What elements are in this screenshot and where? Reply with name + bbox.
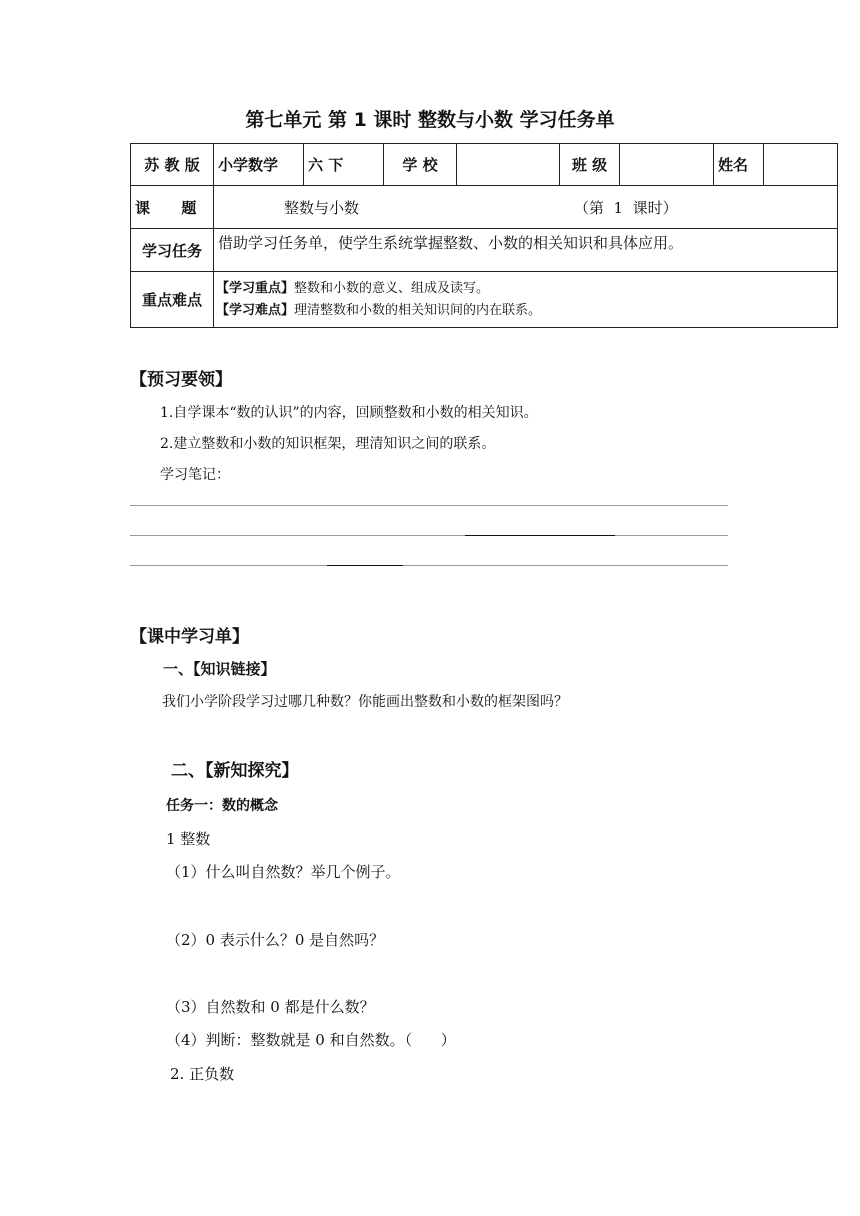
page-title: 第七单元 第 1 课时 整数与小数 学习任务单 <box>245 109 615 131</box>
class-label: 班 级 <box>560 144 620 186</box>
table-row <box>131 272 838 328</box>
preview-item-1: 1.自学课本“数的认识”的内容，回顾整数和小数的相关知识。 <box>160 405 538 421</box>
subject-cell: 小学数学 <box>214 144 304 186</box>
edition-cell: 苏 教 版 <box>131 144 214 186</box>
question-2: （2）0 表示什么？0 是自然吗？ <box>166 931 385 949</box>
key-point-text: 整数和小数的意义、组成及读写。 <box>294 280 490 296</box>
difficulty-text: 理清整数和小数的相关知识间的内在联系。 <box>294 302 542 318</box>
question-1: （1）什么叫自然数？举几个例子。 <box>166 863 401 881</box>
knowledge-link-heading: 一、【知识链接】 <box>163 660 276 678</box>
underline-segment <box>465 535 615 536</box>
preview-heading: 【预习要领】 <box>130 370 232 390</box>
question-4: （4）判断：整数就是 0 和自然数。（ ） <box>166 1031 456 1049</box>
difficulty-tag: 【学习难点】 <box>216 302 295 318</box>
task-value: 借助学习任务单，使学生系统掌握整数、小数的相关知识和具体应用。 <box>214 229 838 272</box>
question-3: （3）自然数和 0 都是什么数？ <box>166 998 375 1016</box>
key-cell <box>214 272 838 328</box>
note-line[interactable] <box>130 535 728 536</box>
note-line[interactable] <box>130 505 728 506</box>
new-knowledge-heading: 二、【新知探究】 <box>171 761 299 781</box>
name-field[interactable] <box>764 144 838 186</box>
key-point-tag: 【学习重点】 <box>216 280 295 296</box>
knowledge-link-question: 我们小学阶段学习过哪几种数？你能画出整数和小数的框架图吗？ <box>162 694 568 710</box>
preview-item-2: 2.建立整数和小数的知识框架，理清知识之间的联系。 <box>160 436 496 452</box>
topic-period: （第 1 课时） <box>574 198 678 217</box>
table-row <box>131 229 838 272</box>
topic-cell <box>214 186 838 229</box>
grade-cell: 六 下 <box>304 144 384 186</box>
topic-label: 课 题 <box>131 186 214 229</box>
task1-heading: 任务一：数的概念 <box>166 798 278 814</box>
class-sheet-heading: 【课中学习单】 <box>130 627 249 647</box>
name-label: 姓名 <box>714 144 764 186</box>
table-row <box>131 186 838 229</box>
task-label: 学习任务 <box>131 229 214 272</box>
info-table <box>130 143 838 328</box>
subsection-integer: 1 整数 <box>166 830 211 848</box>
subsection-positive-negative: 2. 正负数 <box>170 1065 235 1083</box>
school-label: 学 校 <box>384 144 457 186</box>
topic-value: 整数与小数 <box>284 198 360 217</box>
note-line[interactable] <box>130 565 728 566</box>
underline-segment <box>327 565 403 566</box>
table-row <box>131 144 838 186</box>
notes-label: 学习笔记： <box>160 467 230 483</box>
key-label: 重点难点 <box>131 272 214 328</box>
class-field[interactable] <box>620 144 714 186</box>
school-field[interactable] <box>457 144 560 186</box>
